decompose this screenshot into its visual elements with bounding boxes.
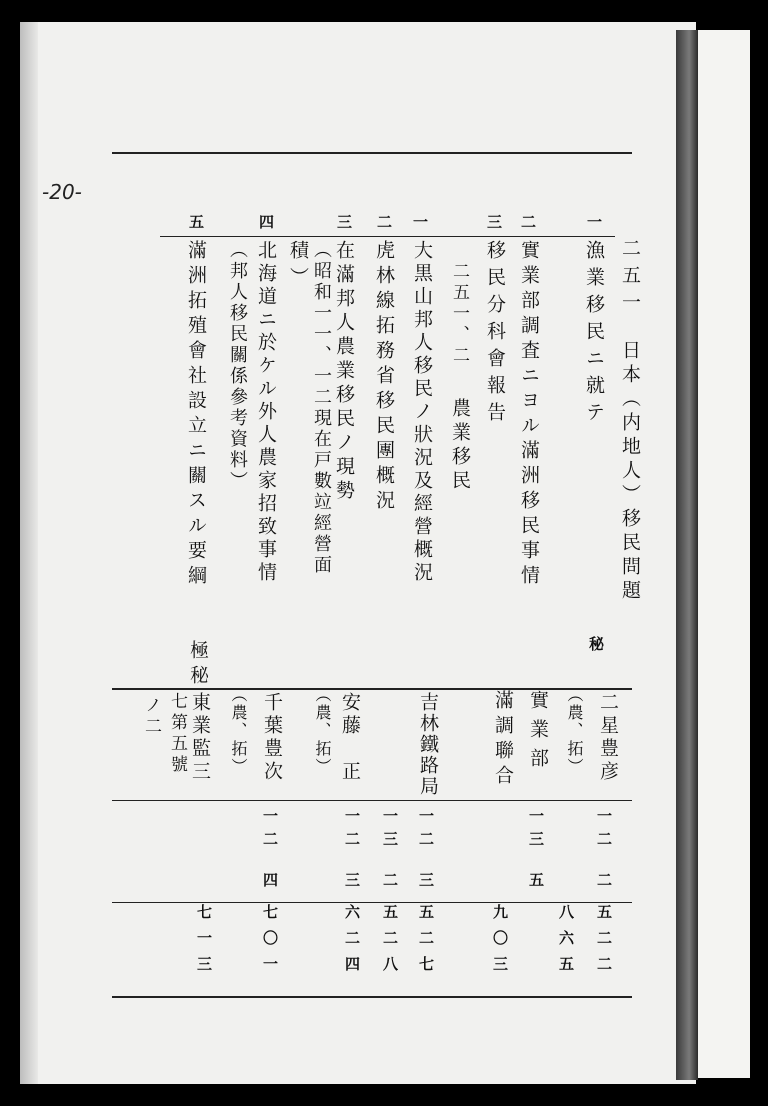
entry-ref-d: 三 xyxy=(491,956,509,979)
sub-entry-ref-c: 〇 xyxy=(261,930,279,953)
sub-entry-page: 一二 xyxy=(343,808,361,854)
entry-title: 實業部調査ニヨル滿洲移民事情 xyxy=(518,240,540,590)
sub-entry-note: ノ二 xyxy=(141,696,161,738)
sub-entry-ref-b: 七 xyxy=(261,904,279,927)
page-edge-shadow xyxy=(676,30,698,1080)
sub-entry-ref-b: 六 xyxy=(343,904,361,927)
heading-title: 日本（内地人）移民問題 xyxy=(619,340,641,604)
sub-entry-title-cont: （昭和一一、一二現在戸數竝經營面 xyxy=(311,240,332,576)
entry-ref-a: 五 xyxy=(527,872,545,895)
sub-entry-author: 吉林鐵路局 xyxy=(417,692,439,797)
entry-ref-b: 八 xyxy=(557,904,575,927)
entry-ref-b: 五 xyxy=(595,904,613,927)
sub-entry-title: 大黒山邦人移民ノ狀況及經營概況 xyxy=(411,240,433,585)
sub-entry-number: 五 xyxy=(187,214,205,238)
entry-number: 三 xyxy=(485,214,503,238)
entry-note: （農、拓） xyxy=(565,686,584,776)
sub-entry-number: 四 xyxy=(257,214,275,238)
sub-entry-ref-d: 七 xyxy=(417,956,435,979)
sub-entry-author: 千葉豊次 xyxy=(261,692,283,784)
sub-entry-ref-a: 二 xyxy=(381,872,399,895)
sub-entry-ref-c: 二 xyxy=(343,930,361,953)
sub-entry-ref-d: 八 xyxy=(381,956,399,979)
sub-entry-page: 一二 xyxy=(261,808,279,854)
sub-entry-ref-d: 四 xyxy=(343,956,361,979)
sub-entry-title: 虎林線拓務省移民團概況 xyxy=(373,240,395,515)
sub-entry-title-cont: 積） xyxy=(287,240,309,294)
sub-entry-author: 東業監三 xyxy=(189,692,211,784)
entry-ref-d: 五 xyxy=(557,956,575,979)
sub-entry-ref-c: 一 xyxy=(195,930,213,953)
sub-entry-ref-b: 七 xyxy=(195,904,213,927)
entry-number: 一 xyxy=(585,214,603,238)
entry-ref-c: 六 xyxy=(557,930,575,953)
entry-author: 滿調聯合 xyxy=(492,690,514,790)
entry-ref-a: 二 xyxy=(595,872,613,895)
entry-ref-c: 二 xyxy=(595,930,613,953)
sub-entry-ref-a: 三 xyxy=(417,872,435,895)
page-number: -20- xyxy=(42,180,82,204)
sub-entry-ref-c: 二 xyxy=(381,930,399,953)
entry-title: 漁業移民ニ就テ xyxy=(583,240,605,429)
page-rule xyxy=(112,800,632,801)
entry-page: 一二 xyxy=(595,808,613,854)
sub-entry-page: 一三 xyxy=(381,808,399,854)
entry-title: 移民分科會報告 xyxy=(484,240,506,429)
sub-entry-ref-c: 二 xyxy=(417,930,435,953)
sub-entry-ref-b: 五 xyxy=(417,904,435,927)
sub-entry-ref-d: 一 xyxy=(261,956,279,979)
sub-entry-ref-d: 三 xyxy=(195,956,213,979)
sub-entry-author-cont: 七第五號 xyxy=(167,692,187,776)
subsection-class-number: 二五一、二 xyxy=(449,262,469,367)
sub-entry-note: （農、拓） xyxy=(313,686,332,776)
sub-entry-ref-b: 五 xyxy=(381,904,399,927)
sub-entry-number: 三 xyxy=(335,214,353,238)
entry-author: 二星豊彦 xyxy=(597,692,619,784)
bottom-rule xyxy=(112,996,632,998)
next-page-leaf xyxy=(698,30,750,1078)
sub-entry-number: 二 xyxy=(375,214,393,238)
sub-entry-ref-a: 四 xyxy=(261,872,279,895)
sub-entry-note: （農、拓） xyxy=(229,686,248,776)
entry-ref-d: 二 xyxy=(595,956,613,979)
sub-entry-number: 一 xyxy=(411,214,429,238)
classification-mark: 極秘 xyxy=(187,640,209,690)
classification-mark: 秘 xyxy=(587,636,605,660)
sub-entry-title: 在滿邦人農業移民ノ現勢 xyxy=(333,240,355,504)
entry-author: 實業部 xyxy=(527,690,549,777)
ref-rule xyxy=(112,902,632,903)
subsection-title: 農業移民 xyxy=(449,398,471,494)
binding-spine xyxy=(20,22,38,1084)
entry-number: 二 xyxy=(519,214,537,238)
entry-page: 一三 xyxy=(527,808,545,854)
entry-ref-c: 〇 xyxy=(491,930,509,953)
sub-entry-ref-a: 三 xyxy=(343,872,361,895)
sub-entry-author: 安藤 正 xyxy=(339,692,361,784)
top-rule xyxy=(112,152,632,154)
entry-ref-b: 九 xyxy=(491,904,509,927)
sub-entry-title: 北海道ニ於ケル外人農家招致事情 xyxy=(255,240,277,585)
sub-entry-title: 滿洲拓殖會社設立ニ關スル要綱 xyxy=(185,240,207,590)
sub-entry-page: 一二 xyxy=(417,808,435,854)
class-number: 二五一 xyxy=(619,238,641,319)
sub-entry-title-cont: （邦人移民關係參考資料） xyxy=(227,240,248,492)
